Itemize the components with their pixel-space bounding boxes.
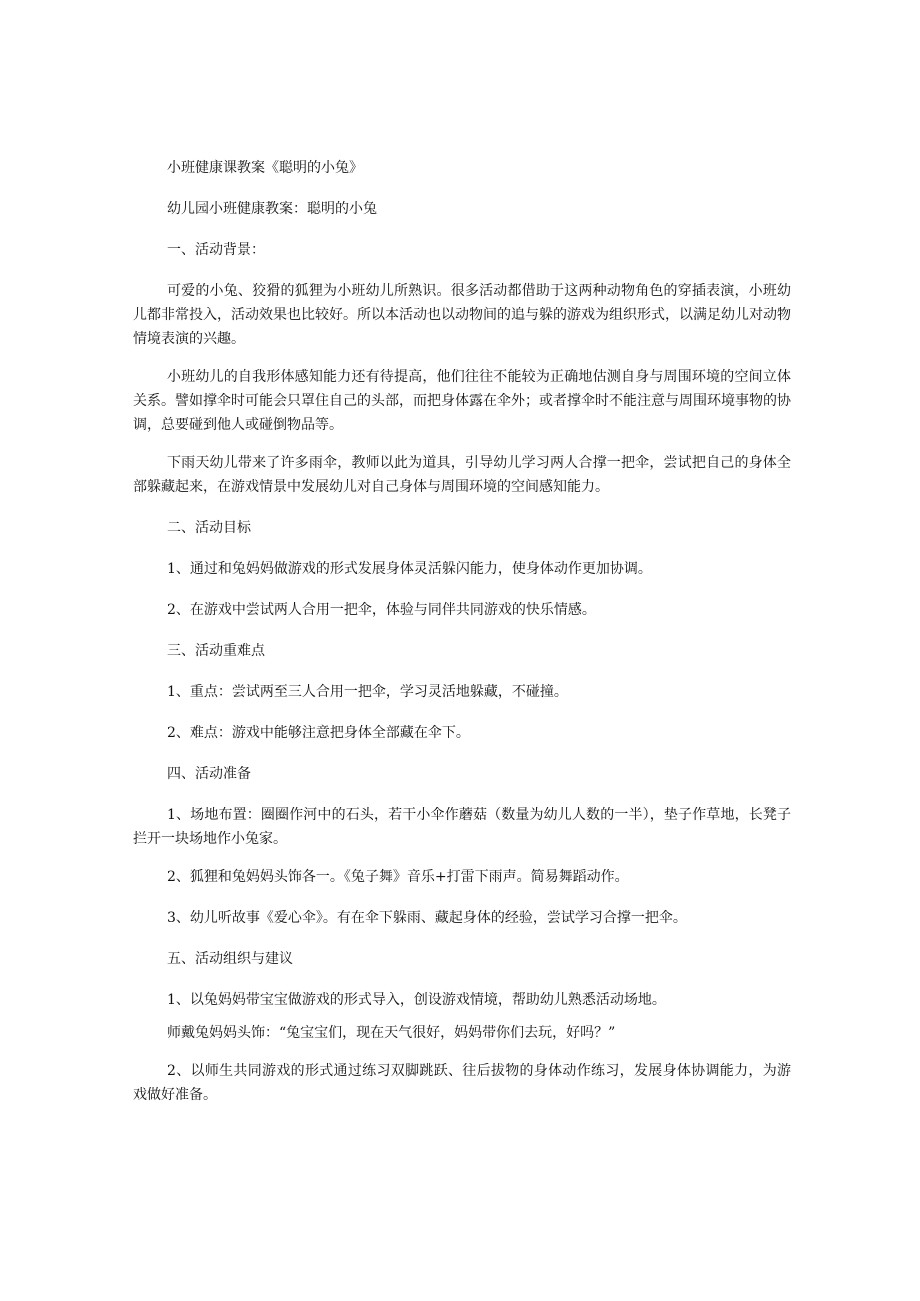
document-subtitle: 幼儿园小班健康教案：聪明的小兔 — [167, 201, 377, 217]
goal-item-2: 2、在游戏中尝试两人合用一把伞，体验与同伴共同游戏的快乐情感。 — [167, 602, 596, 618]
section-heading-background: 一、活动背景： — [167, 242, 265, 258]
organization-item-1: 1、以兔妈妈带宝宝做游戏的形式导入，创设游戏情境，帮助幼儿熟悉活动场地。 — [167, 992, 666, 1008]
section-heading-goals: 二、活动目标 — [167, 520, 251, 536]
key-point-item-1: 1、重点：尝试两至三人合用一把伞，学习灵活地躲藏，不碰撞。 — [167, 684, 568, 700]
preparation-item-2: 2、狐狸和兔妈妈头饰各一。《兔子舞》音乐+打雷下雨声。简易舞蹈动作。 — [167, 869, 629, 885]
organization-item-2: 2、以师生共同游戏的形式通过练习双脚跳跃、往后拔物的身体动作练习，发展身体协调能力，为游戏做好准备。 — [133, 1063, 791, 1103]
section-heading-key-points: 三、活动重难点 — [167, 643, 265, 659]
section-heading-preparation: 四、活动准备 — [167, 766, 251, 782]
paragraph-background-1: 可爱的小兔、狡猾的狐狸为小班幼儿所熟识。很多活动都借助于这两种动物角色的穿插表演，小班幼儿都非常投入，活动效果也比较好。所以本活动也以动物间的追与躲的游戏为组织形式，以满足幼儿对动物情境表演的兴趣。 — [133, 283, 791, 347]
teacher-dialogue: 师戴兔妈妈头饰：“兔宝宝们，现在天气很好，妈妈带你们去玩，好吗？” — [167, 1025, 616, 1041]
paragraph-background-2: 小班幼儿的自我形体感知能力还有待提高，他们往往不能较为正确地估测自身与周围环境的空间立体关系。譬如撑伞时可能会只罩住自己的头部，而把身体露在伞外；或者撑伞时不能注意与周围环境事物的协调，总要碰到他人或碰倒物品等。 — [133, 369, 791, 433]
section-heading-organization: 五、活动组织与建议 — [167, 951, 293, 967]
key-point-item-2: 2、难点：游戏中能够注意把身体全部藏在伞下。 — [167, 725, 470, 741]
preparation-item-3: 3、幼儿听故事《爱心伞》。有在伞下躲雨、藏起身体的经验，尝试学习合撑一把伞。 — [167, 910, 687, 926]
goal-item-1: 1、通过和兔妈妈做游戏的形式发展身体灵活躲闪能力，使身体动作更加协调。 — [167, 561, 652, 577]
preparation-item-1: 1、场地布置：圈圈作河中的石头，若干小伞作蘑菇（数量为幼儿人数的一半），垫子作草地，长凳子拦开一块场地作小兔家。 — [133, 807, 791, 847]
document-body — [133, 156, 791, 1107]
document-title: 小班健康课教案《聪明的小兔》 — [167, 160, 363, 176]
paragraph-background-3: 下雨天幼儿带来了许多雨伞，教师以此为道具，引导幼儿学习两人合撑一把伞，尝试把自己的身体全部躲藏起来，在游戏情景中发展幼儿对自己身体与周围环境的空间感知能力。 — [133, 455, 791, 495]
